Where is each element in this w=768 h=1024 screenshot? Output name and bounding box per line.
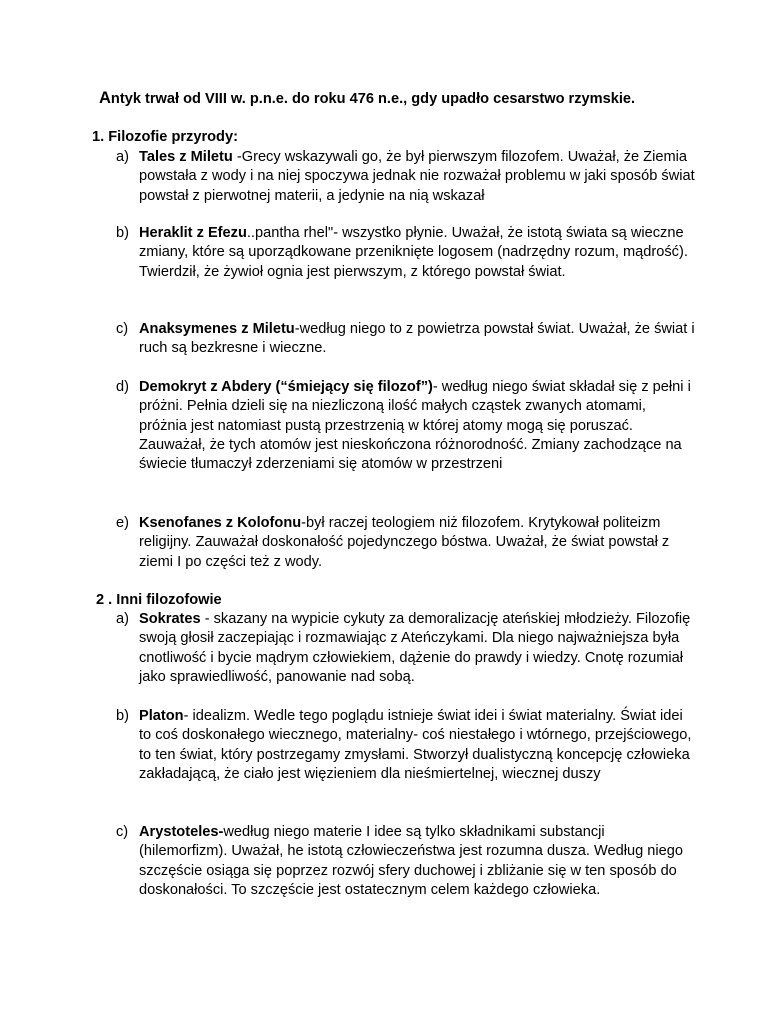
list-item-anaksymenes [116, 320, 696, 359]
list-item-ksenofanes [116, 514, 696, 572]
philosopher-description: - skazany na wypicie cykuty za demoralizację ateńskiej młodzieży. Filozofię swoją głosił zaczepiając i rozmawiając z Ateńczykami. Dla niego najważniejsza była cnotliwość i bycie mądrym człowiekiem, dążenie do prawdy i wiedzy. Cnotę rozumiał jako sprawiedliwość, panowanie nad sobą. [139, 611, 691, 685]
philosopher-name: Platon [139, 708, 184, 724]
philosopher-description: -według niego to z powietrza powstał świat. Uważał, że świat i ruch są bezkresne i wieczne. [139, 321, 695, 357]
philosopher-name: Anaksymenes z Miletu [139, 321, 295, 337]
philosopher-name: Heraklit z Efezu [139, 225, 247, 241]
philosopher-name: Demokryt z Abdery (“śmiejący się filozof”) [139, 379, 433, 395]
document-title [99, 89, 635, 109]
philosopher-description: - według niego świat składał się z pełni i próżni. Pełnia dzieli się na niezliczoną ilość małych cząstek zwanych atomami, próżnia jest natomiast pustą przestrzenią w której atomy mogą się poruszać. Zauważał, że tych atomów jest nieskończona różnorodność. Zmiany zachodzące na świecie tłumaczył zderzeniami się atomów w przestrzeni [139, 379, 691, 473]
list-marker: b) [116, 708, 129, 724]
philosopher-description: ..pantha rhel"- wszystko płynie. Uważał, że istotą świata są wieczne zmiany, które są uporządkowane przeniknięte logosem (nadrzędny rozum, mądrość). Twierdził, że żywioł ognia jest pierwszym, z którego powstał świat. [139, 225, 688, 280]
philosopher-description: według niego materie I idee są tylko składnikami substancji (hilemorfizm). Uważał, he istotą człowieczeństwa jest rozumna dusza. Według niego szczęście osiąga się poprzez rozwój sfery duchowej i zbliżanie się w ten sposób do doskonałości. To szczęście jest ostatecznym celem każdego człowieka. [139, 824, 683, 898]
philosopher-description: -był raczej teologiem niż filozofem. Krytykował politeizm religijny. Zauważał doskonałość pojedynczego bóstwa. Uważał, że świat powstał z ziemi I po części też z wody. [139, 515, 670, 570]
list-marker: e) [116, 515, 129, 531]
title-initial: A [99, 89, 111, 107]
list-marker: c) [116, 824, 129, 840]
philosopher-description: - idealizm. Wedle tego poglądu istnieje świat idei i świat materialny. Świat idei to coś doskonałego wiecznego, materialny- coś niestałego i wtórnego, przejściowego, to ten świat, który postrzegamy zmysłami. Stworzył dualistyczną koncepcję człowieka zakładającą, że ciało jest więzieniem dla nieśmiertelnej, wiecznej duszy [139, 708, 692, 782]
list-item-sokrates [116, 610, 696, 687]
list-marker: a) [116, 149, 129, 165]
list-item-demokryt [116, 378, 696, 474]
list-item-arystoteles [116, 823, 696, 900]
philosopher-name: Arystoteles- [139, 824, 224, 840]
list-item-heraklit [116, 224, 696, 282]
philosopher-description: -Grecy wskazywali go, że był pierwszym filozofem. Uważał, że Ziemia powstała z wody i na niej spoczywa jednak nie rozważał problemu w jaki sposób świat powstał z pierwotnej materii, a jedynie na nią wskazał [139, 149, 695, 204]
title-rest: ntyk trwał od VIII w. p.n.e. do roku 476 n.e., gdy upadło cesarstwo rzymskie. [110, 91, 636, 107]
list-item-tales [116, 148, 696, 206]
section-heading-nature-philosophers: 1. Filozofie przyrody: [92, 129, 238, 145]
philosopher-name: Sokrates [139, 611, 201, 627]
list-marker: b) [116, 225, 129, 241]
philosopher-name: Tales z Miletu [139, 149, 233, 165]
list-marker: c) [116, 321, 129, 337]
list-item-platon [116, 707, 696, 784]
section-heading-other-philosophers: 2 . Inni filozofowie [96, 592, 222, 608]
philosopher-name: Ksenofanes z Kolofonu [139, 515, 302, 531]
list-marker: d) [116, 379, 129, 395]
list-marker: a) [116, 611, 129, 627]
